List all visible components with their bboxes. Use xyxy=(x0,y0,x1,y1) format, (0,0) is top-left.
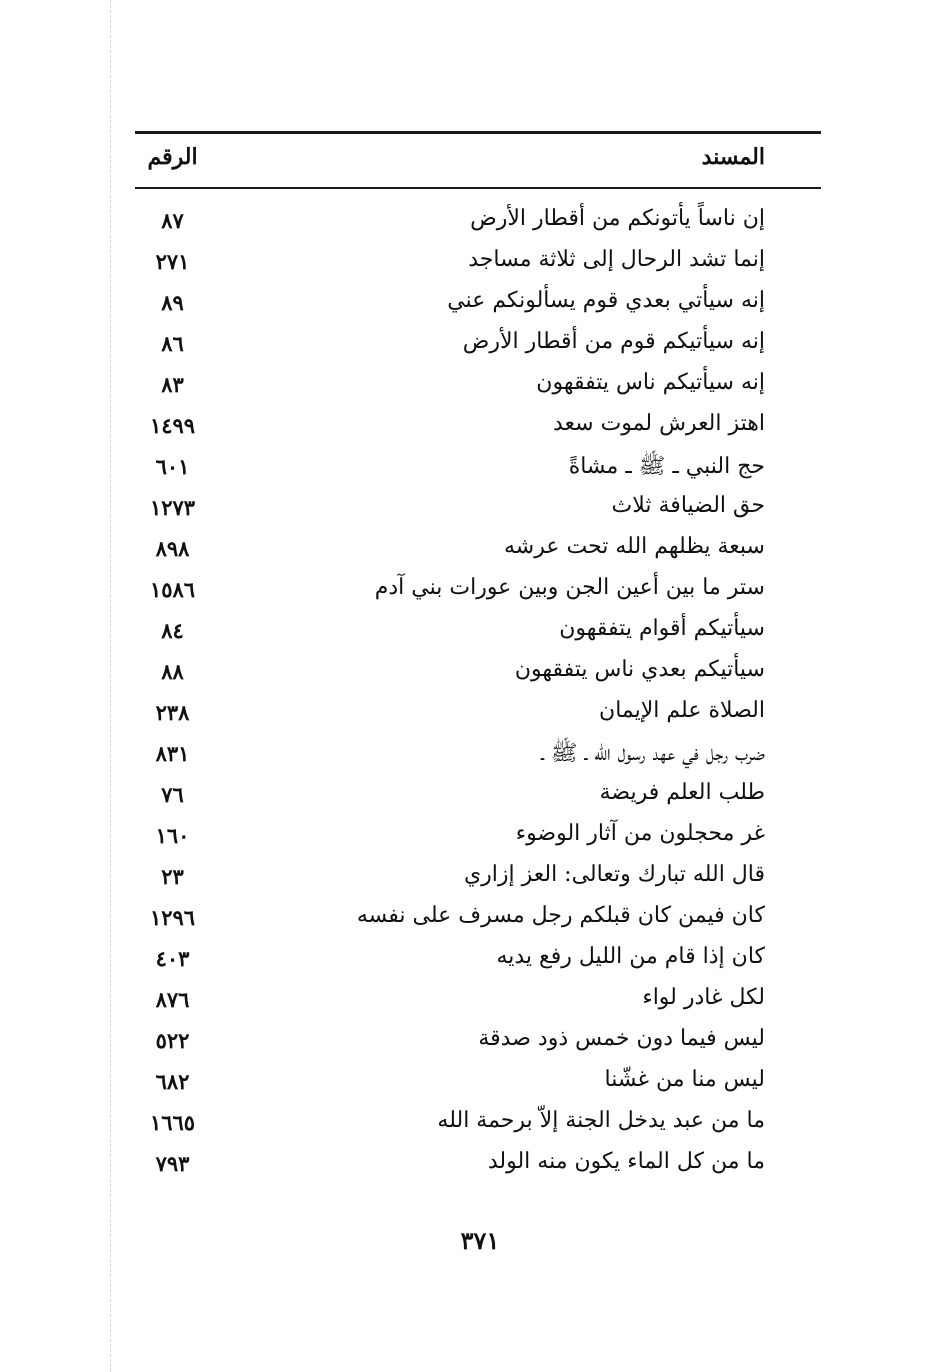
entry-text: حق الضيافة ثلاث xyxy=(611,493,765,518)
entry-number: ٨٣١ xyxy=(155,741,190,766)
entry-text: اهتز العرش لموت سعد xyxy=(553,411,765,436)
page-number: ٣٧١ xyxy=(460,1226,500,1255)
entry-text: ستر ما بين أعين الجن وبين عورات بني آدم xyxy=(374,575,765,600)
list-item xyxy=(135,204,821,245)
entry-number: ٨٤ xyxy=(161,618,184,643)
entry-number: ٧٩٣ xyxy=(155,1151,190,1176)
entry-number: ٨٨ xyxy=(161,659,184,684)
entry-text: لكل غادر لواء xyxy=(642,985,765,1010)
entry-number: ٥٢٢ xyxy=(155,1028,190,1053)
entry-number: ٨٦ xyxy=(161,331,184,356)
entry-number: ٨٣ xyxy=(161,372,184,397)
entry-text: إنه سيأتيكم ناس يتفقهون xyxy=(536,370,765,395)
entry-number: ١٢٧٣ xyxy=(149,495,196,520)
entry-text: سيأتيكم بعدي ناس يتفقهون xyxy=(514,657,765,682)
entry-text: إنه سيأتيكم قوم من أقطار الأرض xyxy=(462,329,765,354)
list-item xyxy=(135,1106,821,1147)
list-item xyxy=(135,1065,821,1106)
entry-number: ١٢٩٦ xyxy=(149,905,196,930)
list-item xyxy=(135,901,821,942)
index-list xyxy=(135,204,821,1188)
list-item xyxy=(135,245,821,286)
top-rule xyxy=(135,131,821,134)
entry-text: ضرب رجل في عهد رسول الله ـ ﷺ ـ xyxy=(541,741,765,766)
entry-number: ٨٧٦ xyxy=(155,987,190,1012)
entry-text: ليس منا من غشّنا xyxy=(604,1067,765,1092)
header-rule xyxy=(135,187,821,189)
list-item xyxy=(135,573,821,614)
entry-number: ٦٨٢ xyxy=(155,1069,190,1094)
list-item xyxy=(135,286,821,327)
list-item xyxy=(135,532,821,573)
list-item xyxy=(135,327,821,368)
list-item xyxy=(135,737,821,778)
entry-text: كان فيمن كان قبلكم رجل مسرف على نفسه xyxy=(356,903,765,928)
entry-number: ١٤٩٩ xyxy=(149,413,196,438)
entry-number: ٢٣ xyxy=(161,864,184,889)
entry-text: سبعة يظلهم الله تحت عرشه xyxy=(503,534,765,559)
entry-number: ٦٠١ xyxy=(155,454,190,479)
list-item xyxy=(135,614,821,655)
list-item xyxy=(135,450,821,491)
entry-text: إن ناساً يأتونكم من أقطار الأرض xyxy=(470,206,765,231)
header-number-label: الرقم xyxy=(147,144,198,170)
list-item xyxy=(135,368,821,409)
list-item xyxy=(135,1147,821,1188)
entry-text: غر محجلون من آثار الوضوء xyxy=(515,821,765,846)
table-header xyxy=(135,138,821,184)
list-item xyxy=(135,819,821,860)
entry-number: ٧٦ xyxy=(161,782,184,807)
page-margin-line xyxy=(110,0,112,1372)
list-item xyxy=(135,983,821,1024)
list-item xyxy=(135,696,821,737)
entry-text: طلب العلم فريضة xyxy=(599,780,765,805)
entry-text: إنه سيأتي بعدي قوم يسألونكم عني xyxy=(447,288,765,313)
entry-text: كان إذا قام من الليل رفع يديه xyxy=(496,944,765,969)
list-item xyxy=(135,655,821,696)
entry-number: ٢٧١ xyxy=(155,249,190,274)
entry-text: حج النبي ـ ﷺ ـ مشاةً xyxy=(568,454,765,479)
entry-number: ٤٠٣ xyxy=(155,946,190,971)
entry-number: ١٥٨٦ xyxy=(149,577,196,602)
list-item xyxy=(135,409,821,450)
entry-number: ١٦٦٥ xyxy=(149,1110,196,1135)
entry-text: سيأتيكم أقوام يتفقهون xyxy=(559,616,765,641)
list-item xyxy=(135,491,821,532)
list-item xyxy=(135,860,821,901)
entry-number: ٨٩٨ xyxy=(155,536,190,561)
entry-text: إنما تشد الرحال إلى ثلاثة مساجد xyxy=(468,247,765,272)
entry-number: ١٦٠ xyxy=(155,823,190,848)
list-item xyxy=(135,778,821,819)
entry-text: ما من عبد يدخل الجنة إلاّ برحمة الله xyxy=(437,1108,765,1133)
entry-text: ليس فيما دون خمس ذود صدقة xyxy=(478,1026,765,1051)
header-title: المسند xyxy=(701,144,765,170)
entry-text: قال الله تبارك وتعالى: العز إزاري xyxy=(463,862,765,887)
entry-number: ٨٩ xyxy=(161,290,184,315)
entry-text: ما من كل الماء يكون منه الولد xyxy=(487,1149,765,1174)
list-item xyxy=(135,942,821,983)
entry-number: ٢٣٨ xyxy=(155,700,190,725)
list-item xyxy=(135,1024,821,1065)
entry-number: ٨٧ xyxy=(161,208,184,233)
entry-text: الصلاة علم الإيمان xyxy=(599,698,765,723)
